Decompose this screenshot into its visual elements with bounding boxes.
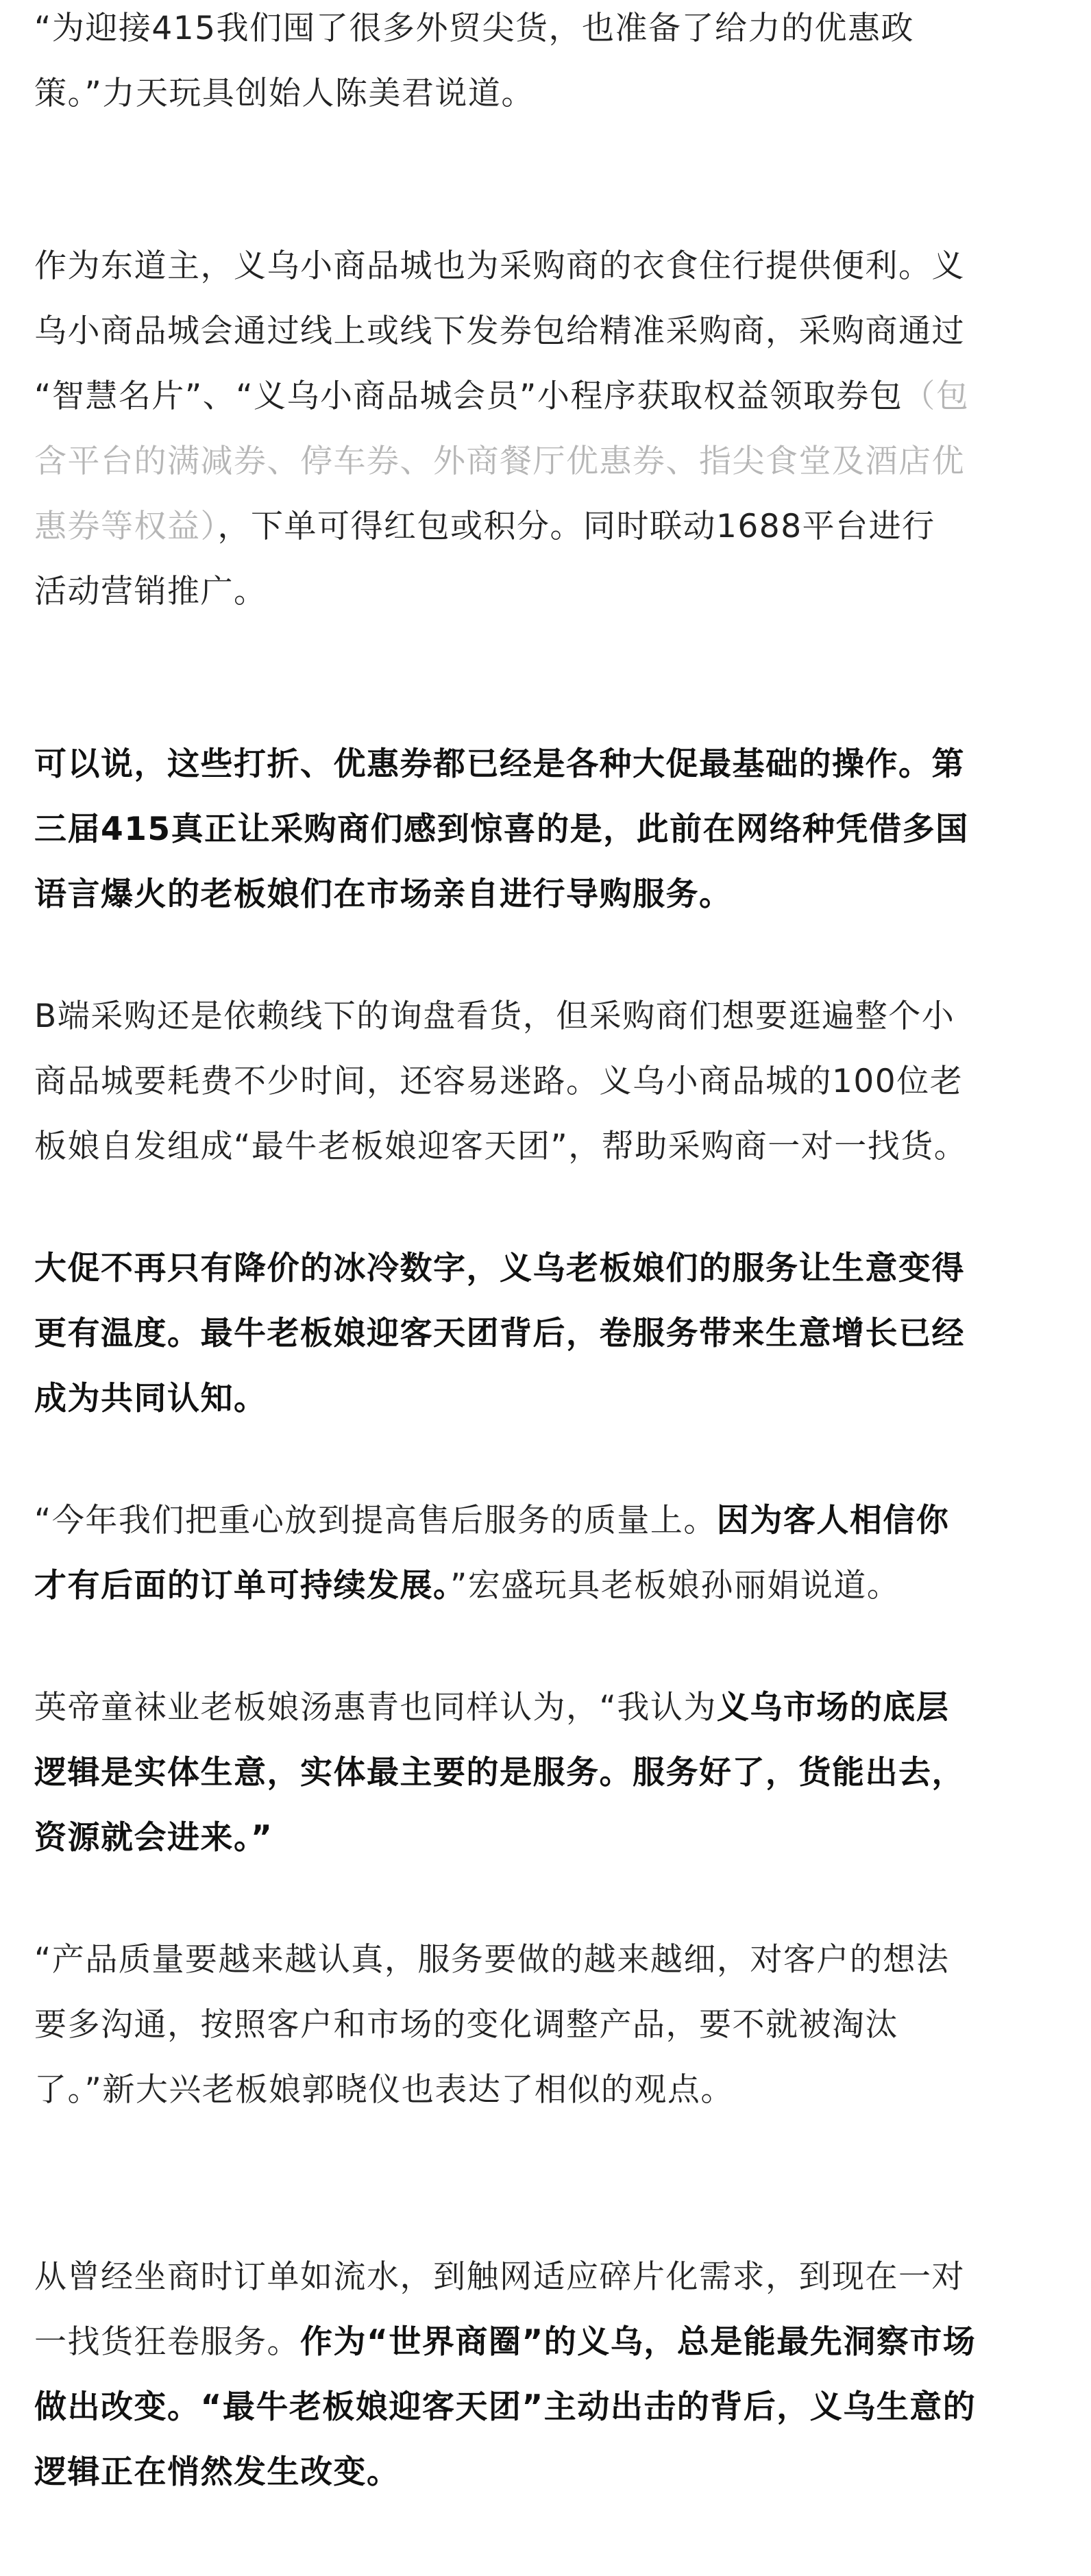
bold-text-line: 逻辑正在悄然发生改变。 — [34, 2453, 400, 2491]
bold-text-line: 资源就会进来。” — [34, 1819, 273, 1857]
text-line — [34, 376, 969, 417]
bold-text-line: 大促不再只有降价的冰冷数字，义乌老板娘们的服务让生意变得 — [34, 1250, 965, 1287]
bold-text-run: 义乌市场的底层 — [716, 1689, 950, 1726]
bold-text-run: 才有后面的订单可持续发展。 — [34, 1567, 450, 1605]
text-run: ”宏盛玩具老板娘孙丽娟说道。 — [450, 1567, 900, 1605]
text-line: “为迎接415我们囤了很多外贸尖货，也准备了给力的优惠政 — [34, 10, 915, 47]
text-line: 了。”新大兴老板娘郭晓仪也表达了相似的观点。 — [34, 2071, 734, 2109]
text-line — [34, 1500, 949, 1541]
text-line: 要多沟通，按照客户和市场的变化调整产品，要不就被淘汰 — [34, 2006, 898, 2044]
bold-text-line: 成为共同认知。 — [34, 1380, 267, 1417]
text-line: 乌小商品城会通过线上或线下发券包给精准采购商，采购商通过 — [34, 312, 965, 350]
text-run: 一找货狂卷服务。 — [34, 2323, 300, 2361]
text-line: 从曾经坐商时订单如流水，到触网适应碎片化需求，到现在一对 — [34, 2258, 965, 2296]
text-line: 策。”力天玩具创始人陈美君说道。 — [34, 75, 535, 112]
bold-text-run: 因为客人相信你 — [716, 1502, 950, 1539]
text-line: 商品城要耗费不少时间，还容易迷路。义乌小商品城的100位老 — [34, 1063, 964, 1100]
bold-text-line: 更有温度。最牛老板娘迎客天团背后，卷服务带来生意增长已经 — [34, 1315, 965, 1352]
text-run: ，下单可得红包或积分。同时联动1688平台进行 — [217, 508, 935, 545]
text-run: 英帝童袜业老板娘汤惠青也同样认为，“我认为 — [34, 1689, 717, 1726]
bold-text-line: 做出改变。“最牛老板娘迎客天团”主动出击的背后，义乌生意的 — [34, 2388, 977, 2426]
text-line — [34, 1687, 949, 1729]
bold-text-run: 作为“世界商圈”的义乌，总是能最先洞察市场 — [300, 2323, 977, 2361]
text-line: 作为东道主，义乌小商品城也为采购商的衣食住行提供便利。义 — [34, 247, 965, 285]
bold-text-line: 可以说，这些打折、优惠券都已经是各种大促最基础的操作。第 — [34, 745, 965, 783]
text-line: B端采购还是依赖线下的询盘看货，但采购商们想要逛遍整个小 — [34, 998, 955, 1035]
text-line: 板娘自发组成“最牛老板娘迎客天团”，帮助采购商一对一找货。 — [34, 1128, 968, 1165]
text-line — [34, 506, 935, 547]
gray-text-run: 惠券等权益） — [34, 508, 218, 545]
bold-text-line: 语言爆火的老板娘们在市场亲自进行导购服务。 — [34, 876, 733, 913]
text-line: 活动营销推广。 — [34, 573, 267, 610]
gray-text-line: 含平台的满减券、停车券、外商餐厅优惠券、指尖食堂及酒店优 — [34, 443, 965, 480]
text-line: “产品质量要越来越认真，服务要做的越来越细，对客户的想法 — [34, 1941, 950, 1979]
gray-text-run: （包 — [903, 377, 970, 415]
text-run: “今年我们把重心放到提高售后服务的质量上。 — [34, 1502, 717, 1539]
text-line — [34, 2322, 976, 2363]
text-line — [34, 1565, 900, 1607]
bold-text-line: 逻辑是实体生意，实体最主要的是服务。服务好了，货能出去， — [34, 1754, 965, 1792]
text-run: “智慧名片”、“义乌小商品城会员”小程序获取权益领取券包 — [34, 377, 903, 415]
bold-text-line: 三届415真正让采购商们感到惊喜的是，此前在网络种凭借多国 — [34, 810, 969, 848]
